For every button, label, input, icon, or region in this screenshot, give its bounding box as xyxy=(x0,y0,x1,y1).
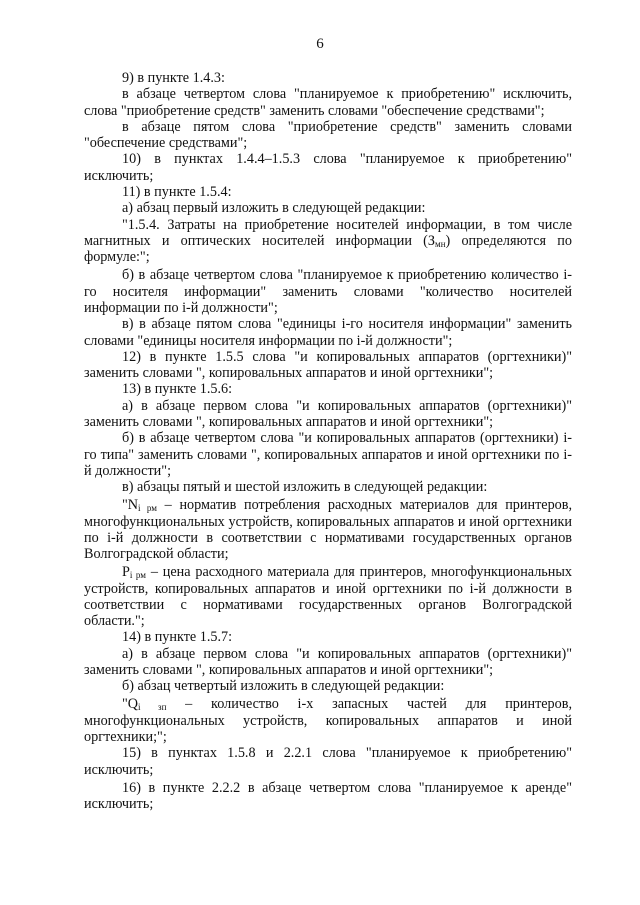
paragraph: "$Q_{i зп}$ – количество i-х запасных частей для принтеров, многофункциональных устройств, копировальных аппаратов и иной оргтехники;"; xyxy=(84,696,572,746)
paragraph: в абзаце четвертом слова "планируемое к приобретению" исключить, слова "приобретение средств" заменить словами "обеспечение средствами"; xyxy=(84,86,572,119)
paragraph: $P_{i рм}$ – цена расходного материала для принтеров, многофункциональных устройств, копировальных аппаратов и иной оргтехники по i-й должности в соответствии с нормативами государственных органов Волгоградской области."; xyxy=(84,564,572,630)
paragraph: 11) в пункте 1.5.4: xyxy=(122,184,232,201)
paragraph: 13) в пункте 1.5.6: xyxy=(122,381,233,398)
paragraph: а) абзац первый изложить в следующей редакции: xyxy=(122,200,426,217)
paragraph: в) абзацы пятый и шестой изложить в следующей редакции: xyxy=(122,479,488,496)
paragraph: б) абзац четвертый изложить в следующей редакции: xyxy=(122,678,445,695)
paragraph: б) в абзаце четвертом слова "планируемое к приобретению количество i-го носителя информации" заменить словами "количество носителей информации по i-й должности"; xyxy=(84,267,572,316)
paragraph: 16) в пункте 2.2.2 в абзаце четвертом слова "планируемое к аренде" исключить; xyxy=(84,779,572,813)
paragraph: "1.5.4. Затраты на приобретение носителей информации, в том числе магнитных и оптических носителей информации $(З_{мн})$ определяются по формуле:"; xyxy=(84,216,572,266)
paragraph: а) в абзаце первом слова "и копировальных аппаратов (оргтехники)" заменить словами ", копировальных аппаратов и иной оргтехники"; xyxy=(84,645,572,679)
document-body xyxy=(84,70,572,812)
paragraph: а) в абзаце первом слова "и копировальных аппаратов (оргтехники)" заменить словами ", копировальных аппаратов и иной оргтехники"; xyxy=(84,397,572,431)
paragraph: 10) в пунктах 1.4.4–1.5.3 слова "планируемое к приобретению" исключить; xyxy=(84,151,572,184)
paragraph: б) в абзаце четвертом слова "и копировальных аппаратов (оргтехники) i-го типа" заменить словами ", копировальных аппаратов и иной оргтехники по i-й должности"; xyxy=(84,430,572,479)
paragraph: 15) в пунктах 1.5.8 и 2.2.1 слова "планируемое к приобретению" исключить; xyxy=(84,745,572,778)
paragraph: 9) в пункте 1.4.3: xyxy=(122,70,225,86)
paragraph: в) в абзаце пятом слова "единицы i-го носителя информации" заменить словами "единицы носителя информации по i-й должности"; xyxy=(84,316,572,349)
paragraph: 14) в пункте 1.5.7: xyxy=(122,629,233,646)
paragraph: в абзаце пятом слова "приобретение средств" заменить словами "обеспечение средствами"; xyxy=(84,118,572,152)
paragraph: "$N_{i рм}$ – норматив потребления расходных материалов для принтеров, многофункциональных устройств, копировальных аппаратов и иной оргтехники по i-й должности в соответствии с нормативами государственных органов Волгоградской области; xyxy=(84,497,572,563)
page-number: 6 xyxy=(316,36,324,52)
paragraph: 12) в пункте 1.5.5 слова "и копировальных аппаратов (оргтехники)" заменить словами ", копировальных аппаратов и иной оргтехники"; xyxy=(84,348,572,382)
